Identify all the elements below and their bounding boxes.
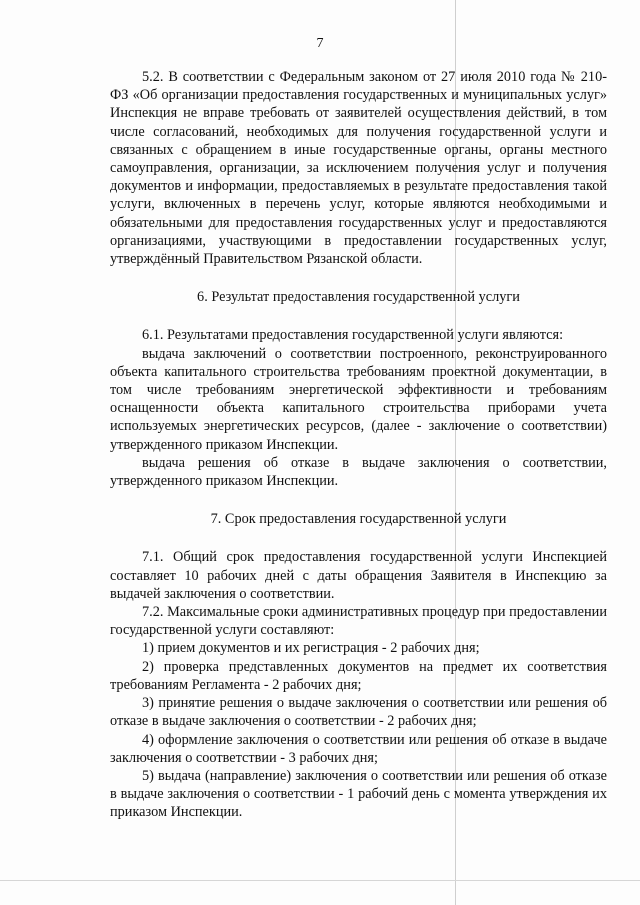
paragraph-5-2: 5.2. В соответствии с Федеральным законом от 27 июля 2010 года № 210-ФЗ «Об организации предоставления государственных и муниципальных услуг» Инспекция не вправе требовать от заявителей осуществления действий, в том числе согласований, необходимых для получения государственной услуги и связанных с обращением в иные государственные органы, органы местного самоуправления, организации, за исключением получения услуг и получения документов и информации, предоставляемых в результате предоставления такой услуги, включенных в перечень услуг, которые являются необходимыми и обязательными для предоставления государственных услуг и предоставляются организациями, участвующими в предоставлении государственных услуг, утверждённый Правительством Рязанской области.: [110, 69, 607, 268]
paragraph-6-1: 6.1. Результатами предоставления государственной услуги являются:: [142, 327, 564, 344]
paragraph-7-2-item-1: 1) прием документов и их регистрация - 2 рабочих дня;: [142, 640, 480, 657]
paragraph-7-2: 7.2. Максимальные сроки административных процедур при предоставлении государственной услуги составляют:: [110, 604, 607, 639]
paragraph-7-1: 7.1. Общий срок предоставления государственной услуги Инспекцией составляет 10 рабочих дней с даты обращения Заявителя в Инспекцию за выдачей заключения о соответствии.: [110, 549, 607, 602]
section-title-6: 6. Результат предоставления государственной услуги: [197, 289, 520, 306]
paragraph-7-2-item-3: 3) принятие решения о выдаче заключения о соответствии или решения об отказе в выдаче заключения о соответствии - 2 рабочих дня;: [110, 695, 607, 730]
section-title-7: 7. Срок предоставления государственной услуги: [210, 511, 507, 528]
paragraph-6-1-item-1: выдача заключений о соответствии построенного, реконструированного объекта капитального строительства требованиям проектной документации, в том числе требованиям энергетической эффективности и требованиям оснащенности объекта капитального строительства приборами учета используемых энергетических ресурсов, (далее - заключение о соответствии) утвержденного приказом Инспекции.: [110, 345, 607, 453]
scan-bottom-edge: [0, 880, 640, 881]
paragraph-7-2-item-2: 2) проверка представленных документов на предмет их соответствия требованиям Регламента - 2 рабочих дня;: [110, 658, 607, 693]
page-number: 7: [316, 36, 324, 51]
paragraph-7-2-item-4: 4) оформление заключения о соответствии или решения об отказе в выдаче заключения о соответствии - 3 рабочих дня;: [110, 731, 607, 766]
document-body: [110, 68, 607, 822]
paragraph-7-2-item-5: 5) выдача (направление) заключения о соответствии или решения об отказе в выдаче заключения о соответствии - 1 рабочий день с момента утверждения их приказом Инспекции.: [110, 767, 607, 821]
paragraph-6-1-item-2: выдача решения об отказе в выдаче заключения о соответствии, утвержденного приказом Инспекции.: [110, 454, 607, 490]
